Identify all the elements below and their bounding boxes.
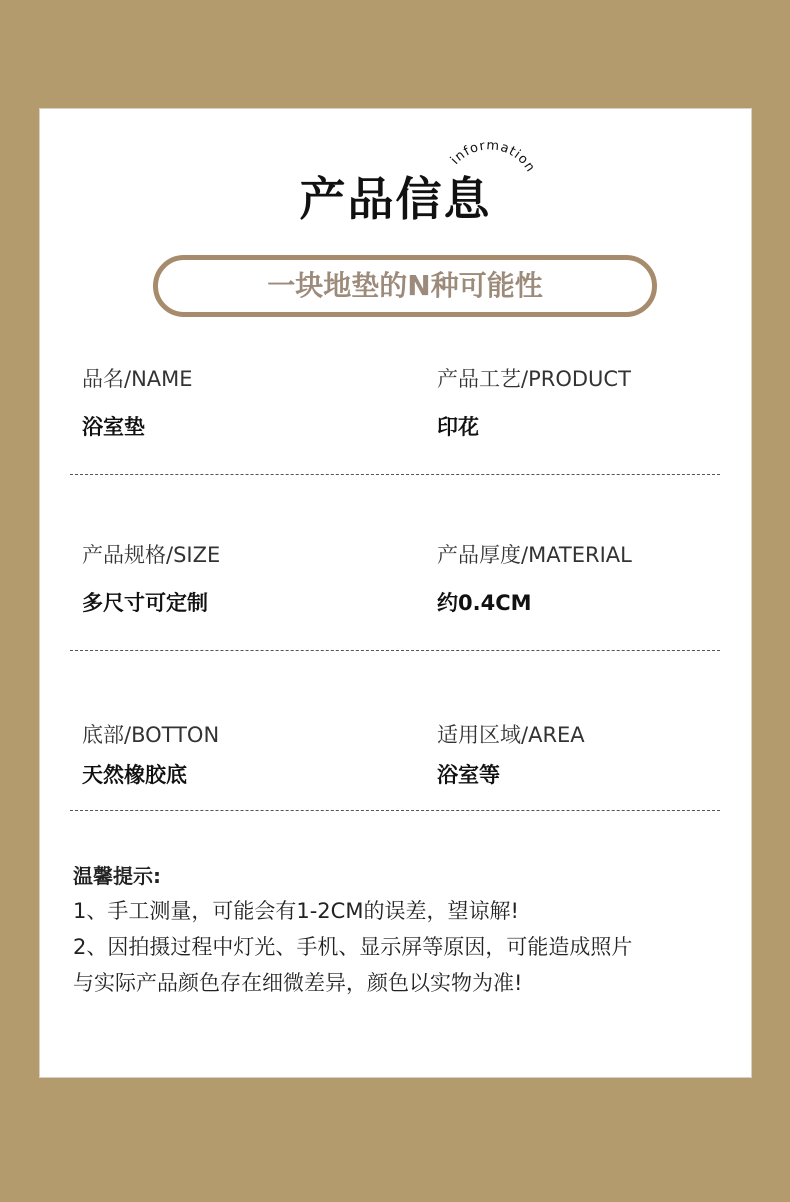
spec-cell-bottom	[82, 720, 402, 790]
spec-value: 多尺寸可定制	[82, 591, 208, 615]
information-arc-textpath: information	[447, 138, 539, 176]
spec-row-name	[70, 364, 720, 475]
spec-cell-size	[82, 540, 402, 618]
notice-section	[73, 859, 733, 1001]
spec-row-size	[70, 540, 720, 651]
notice-line: 1、手工测量，可能会有1-2CM的误差，望谅解!	[73, 899, 519, 923]
spec-row-bottom	[70, 720, 720, 811]
spec-label: 适用区域/AREA	[437, 723, 585, 747]
product-info-card	[39, 108, 752, 1078]
spec-value: 约0.4CM	[437, 591, 532, 615]
spec-cell-name	[82, 364, 402, 442]
spec-label: 底部/BOTTON	[82, 723, 220, 747]
spec-cell-material	[437, 540, 757, 618]
spec-cell-area	[437, 720, 757, 790]
notice-heading: 温馨提示:	[73, 864, 161, 888]
spec-label: 产品工艺/PRODUCT	[437, 367, 631, 391]
spec-value: 天然橡胶底	[82, 763, 187, 787]
spec-cell-product	[437, 364, 757, 442]
page-title: 产品信息	[299, 172, 492, 226]
notice-line: 2、因拍摄过程中灯光、手机、显示屏等原因，可能造成照片	[73, 935, 633, 959]
spec-value: 印花	[437, 415, 479, 439]
notice-line: 与实际产品颜色存在细微差异，颜色以实物为准!	[73, 971, 523, 995]
subtitle-pill: 一块地垫的N种可能性	[153, 255, 657, 317]
spec-label: 品名/NAME	[82, 367, 193, 391]
spec-label: 产品规格/SIZE	[82, 543, 221, 567]
spec-value: 浴室垫	[82, 415, 145, 439]
spec-label: 产品厚度/MATERIAL	[437, 543, 632, 567]
spec-value: 浴室等	[437, 763, 500, 787]
